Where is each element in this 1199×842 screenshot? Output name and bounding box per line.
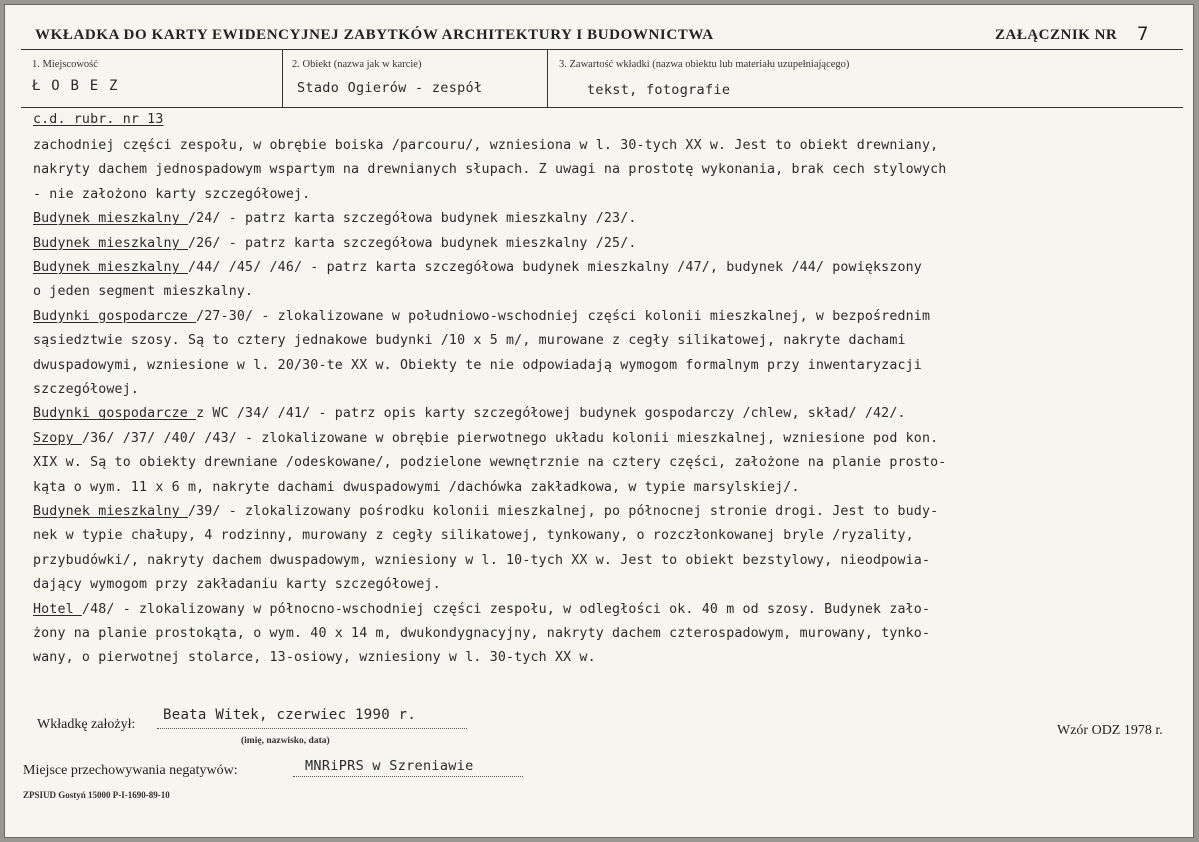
line-text: szczegółowej. [33,382,140,397]
description-line [33,626,930,641]
field-divider-1 [282,49,283,107]
negatives-label: Miejsce przechowywania negatywów: [23,763,238,778]
line-text: /27-30/ - zlokalizowane w południowo-wschodniej części kolonii mieszkalnej, w bezpośrednim [196,308,931,324]
description-line [33,504,938,519]
line-text: nek w typie chałupy, 4 rodzinny, murowany z cegły silikatowej, tynkowany, o rozczłonkowanej bryle /ryzality, [33,528,914,544]
description-line [33,309,930,324]
line-text: - nie założono karty szczegółowej. [33,186,311,202]
description-line [33,162,946,177]
line-text: zachodniej części zespołu, w obrębie boiska /parcouru/, wzniesiona w l. 30-tych XX w. Jest to obiekt drewniany, [33,138,939,153]
line-text: /36/ /37/ /40/ /43/ - zlokalizowane w obrębie pierwotnego układu kolonii mieszkalnej, wzniesione pod kon. [81,430,939,446]
attachment-label: ZAŁĄCZNIK NR [995,27,1118,43]
line-text: /48/ - zlokalizowany w północno-wschodniej części zespołu, w odległości ok. 40 m od szosy. Budynek zało- [81,601,931,617]
fields-rule [21,107,1183,108]
printer-imprint: ZPSIUD Gostyń 15000 P-I-1690-89-10 [23,790,170,800]
description-line [33,284,253,299]
attachment-number: 7 [1137,23,1149,45]
description-line [33,650,596,665]
description-line [33,211,637,226]
author-underline [157,728,467,729]
field-3-value: tekst, fotografie [587,82,731,98]
line-text: o jeden segment mieszkalny. [33,284,254,300]
field-1-value: Ł O B E Z [32,78,119,94]
field-3-label: 3. Zawartość wkładki (nazwa obiektu lub materiału uzupełniającego) [559,59,850,70]
field-1-label: 1. Miejscowość [32,59,98,70]
line-text: z WC /34/ /41/ - patrz opis karty szczegółowej budynek gospodarczy /chlew, skład/ /42/. [196,406,906,422]
field-2-value: Stado Ogierów - zespół [297,80,483,96]
description-line [33,602,930,617]
line-text: sąsiedztwie szosy. Są to cztery jednakowe budynki /10 x 5 m/, murowane z cegły silikatowej, nakryte dachami [33,333,906,349]
object-name: Budynek mieszkalny [33,211,188,227]
description-line [33,236,637,251]
description-line [33,406,906,421]
description-line [33,528,914,543]
line-text: /24/ - patrz karta szczegółowa budynek mieszkalny /23/. [187,211,637,227]
object-name: Hotel [33,601,82,617]
line-text: XIX w. Są to obiekty drewniane /odeskowane/, podzielone wewnętrznie na cztery części, założone na planie prosto- [33,455,947,471]
line-text: dający wymogom przy zakładaniu karty szczegółowej. [33,577,441,593]
object-name: Budynek mieszkalny [33,504,188,519]
object-name: Budynki gospodarcze [33,308,197,324]
field-2-label: 2. Obiekt (nazwa jak w karcie) [292,59,422,70]
line-text: wany, o pierwotnej stolarce, 13-osiowy, wzniesiony w l. 30-tych XX w. [33,650,596,666]
author-label: Wkładkę założył: [37,717,136,732]
field-divider-2 [547,49,548,107]
negatives-underline [293,776,523,777]
line-text: nakryty dachem jednospadowym wspartym na drewnianych słupach. Z uwagi na prostotę wykonania, brak cech stylowych [33,162,947,178]
description-line [33,187,310,202]
line-text: /26/ - patrz karta szczegółowa budynek mieszkalny /25/. [187,235,637,251]
line-text: /44/ /45/ /46/ - patrz karta szczegółowa budynek mieszkalny /47/, budynek /44/ powiększony [187,260,922,275]
record-card [4,4,1194,838]
description-line [33,455,946,470]
description-line [33,553,930,568]
object-name: Budynki gospodarcze [33,406,197,422]
description-line [33,577,441,592]
description-line [33,358,922,373]
card-title: WKŁADKA DO KARTY EWIDENCYJNEJ ZABYTKÓW ARCHITEKTURY I BUDOWNICTWA [35,27,714,43]
description-line [33,382,139,397]
line-text: przybudówki/, nakryty dachem dwuspadowym, wzniesiony w l. 10-tych XX w. Jest to obiekt bezstylowy, nieodpowia- [33,552,931,568]
object-name: Budynek mieszkalny [33,260,188,275]
object-name: Szopy [33,430,82,446]
line-text: kąta o wym. 11 x 6 m, nakryte dachami dwuspadowymi /dachówka zakładkowa, w typie marsylskiej/. [33,479,800,495]
line-text: dwuspadowymi, wzniesione w l. 20/30-te XX w. Obiekty te nie odpowiadają wymogom formalnym przy inwentaryzacji [33,357,922,373]
negatives-value: MNRiPRS w Szreniawie [305,758,474,774]
description-line [33,431,938,446]
continuation-heading: c.d. rubr. nr 13 [33,112,164,127]
object-name: Budynek mieszkalny [33,235,188,251]
header-rule [21,49,1183,50]
line-text: żony na planie prostokąta, o wym. 40 x 14 m, dwukondygnacyjny, nakryty dachem czterospadowym, murowany, tynko- [33,626,931,641]
template-version: Wzór ODZ 1978 r. [1057,723,1163,738]
description-line [33,333,906,348]
description-line [33,260,922,275]
line-text: /39/ - zlokalizowany pośrodku kolonii mieszkalnej, po północnej stronie drogi. Jest to budy- [187,504,939,519]
description-line [33,480,800,495]
author-value: Beata Witek, czerwiec 1990 r. [163,707,417,723]
author-hint: (imię, nazwisko, data) [241,736,330,746]
description-line [33,138,938,153]
